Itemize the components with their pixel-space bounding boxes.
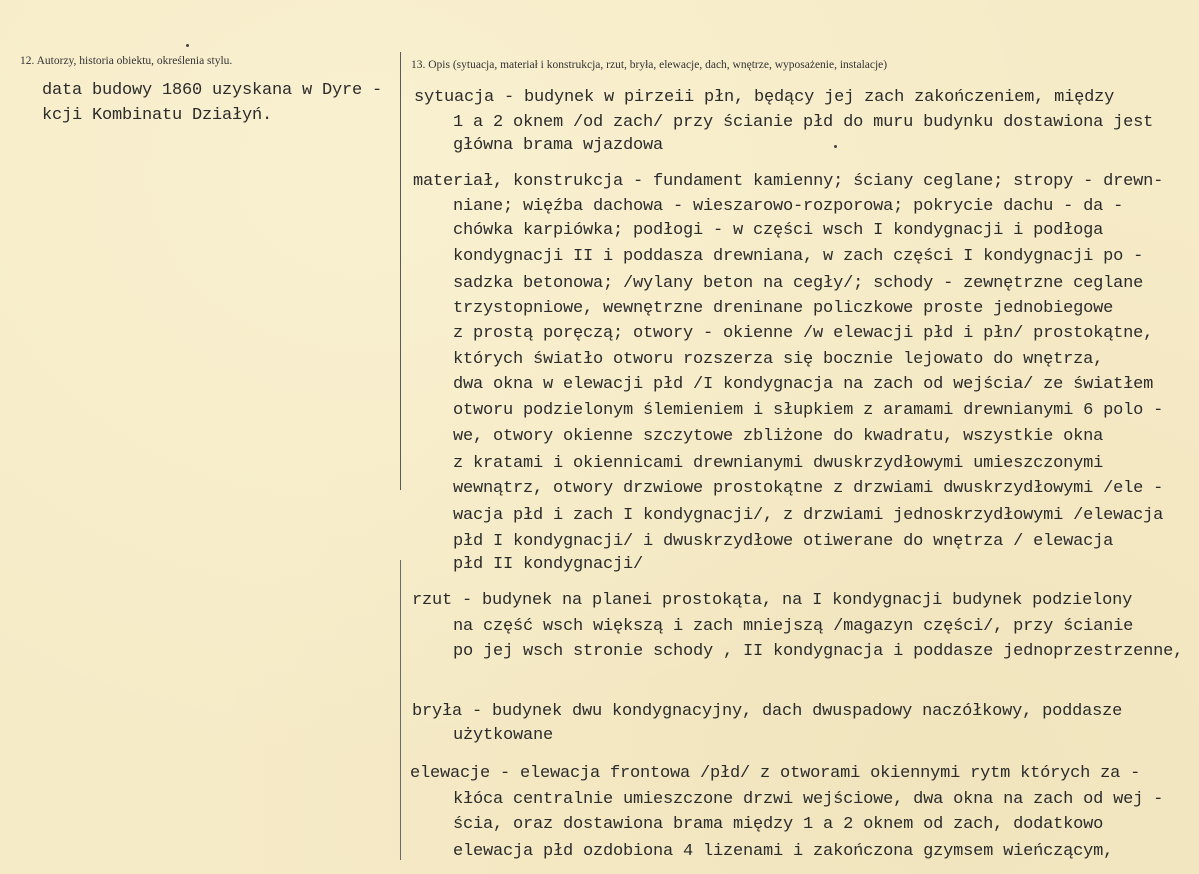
left-column-header: 12. Autorzy, historia obiektu, określenia stylu. — [20, 55, 233, 67]
section-material-line: trzystopniowe, wewnętrzne dreninane policzkowe proste jednobiegowe — [453, 299, 1114, 318]
ink-speck — [834, 145, 837, 148]
section-elevations-line: ścia, oraz dostawiona brama między 1 a 2 oknem od zach, dodatkowo — [453, 815, 1104, 834]
section-massing-line: użytkowane — [453, 726, 554, 745]
section-elevations-line: elewacje - elewacja frontowa /płd/ z otworami okiennymi rytm których za - — [410, 764, 1141, 783]
section-material-line: sadzka betonowa; /wylany beton na cegły/; schody - zewnętrzne ceglane — [453, 274, 1144, 293]
section-material-line: płd II kondygnacji/ — [453, 555, 644, 574]
section-elevations-line: kłóca centralnie umieszczone drzwi wejściowe, dwa okna na zach od wej - — [453, 790, 1164, 809]
left-text-line: kcji Kombinatu Działyń. — [42, 106, 273, 125]
section-material-line: z kratami i okiennicami drewnianymi dwuskrzydłowymi umieszczonymi — [453, 454, 1104, 473]
section-material-line: chówka karpiówka; podłogi - w części wsch I kondygnacji i podłoga — [453, 221, 1104, 240]
section-plan-line: rzut - budynek na planei prostokąta, na I kondygnacji budynek podzielony — [412, 591, 1133, 610]
section-plan-line: na część wsch większą i zach mniejszą /magazyn części/, przy ścianie — [453, 617, 1134, 636]
section-material-line: otworu podzielonym ślemieniem i słupkiem z aramami drewnianymi 6 polo - — [453, 401, 1164, 420]
left-text-line: data budowy 1860 uzyskana w Dyre - — [42, 81, 383, 100]
section-material-line: wacja płd i zach I kondygnacji/, z drzwiami jednoskrzydłowymi /elewacja — [453, 506, 1164, 525]
section-elevations-line: elewacja płd ozdobiona 4 lizenami i zakończona gzymsem wieńczącym, — [453, 842, 1114, 861]
section-massing-line: bryła - budynek dwu kondygnacyjny, dach dwuspadowy naczółkowy, poddasze — [412, 702, 1123, 721]
section-situation-line: główna brama wjazdowa — [453, 136, 664, 155]
section-material-line: wewnątrz, otwory drzwiowe prostokątne z drzwiami dwuskrzydłowymi /ele - — [453, 479, 1164, 498]
section-material-line: płd I kondygnacji/ i dwuskrzydłowe otiwerane do wnętrza / elewacja — [453, 532, 1114, 551]
right-column-header: 13. Opis (sytuacja, materiał i konstrukcja, rzut, bryła, elewacje, dach, wnętrze, wyposażenie, instalacje) — [411, 59, 888, 71]
section-material-line: z prostą poręczą; otwory - okienne /w elewacji płd i płn/ prostokątne, — [453, 324, 1154, 343]
section-material-line: niane; więźba dachowa - wieszarowo-rozporowa; pokrycie dachu - da - — [453, 197, 1124, 216]
section-situation-line: 1 a 2 oknem /od zach/ przy ścianie płd do muru budynku dostawiona jest — [453, 113, 1154, 132]
section-situation-line: sytuacja - budynek w pirzeii płn, będący jej zach zakończeniem, między — [414, 88, 1115, 107]
section-material-line: dwa okna w elewacji płd /I kondygnacja na zach od wejścia/ ze światłem — [453, 375, 1154, 394]
section-material-line: kondygnacji II i poddasza drewniana, w zach części I kondygnacji po - — [453, 247, 1144, 266]
ink-speck — [186, 44, 189, 47]
column-divider-lower — [400, 560, 401, 860]
section-material-line: we, otwory okienne szczytowe zbliżone do kwadratu, wszystkie okna — [453, 427, 1104, 446]
section-plan-line: po jej wsch stronie schody , II kondygnacja i poddasze jednoprzestrzenne, — [453, 642, 1184, 661]
column-divider — [400, 52, 401, 490]
section-material-line: materiał, konstrukcja - fundament kamienny; ściany ceglane; stropy - drewn- — [413, 172, 1164, 191]
section-material-line: których światło otworu rozszerza się bocznie lejowato do wnętrza, — [453, 350, 1104, 369]
